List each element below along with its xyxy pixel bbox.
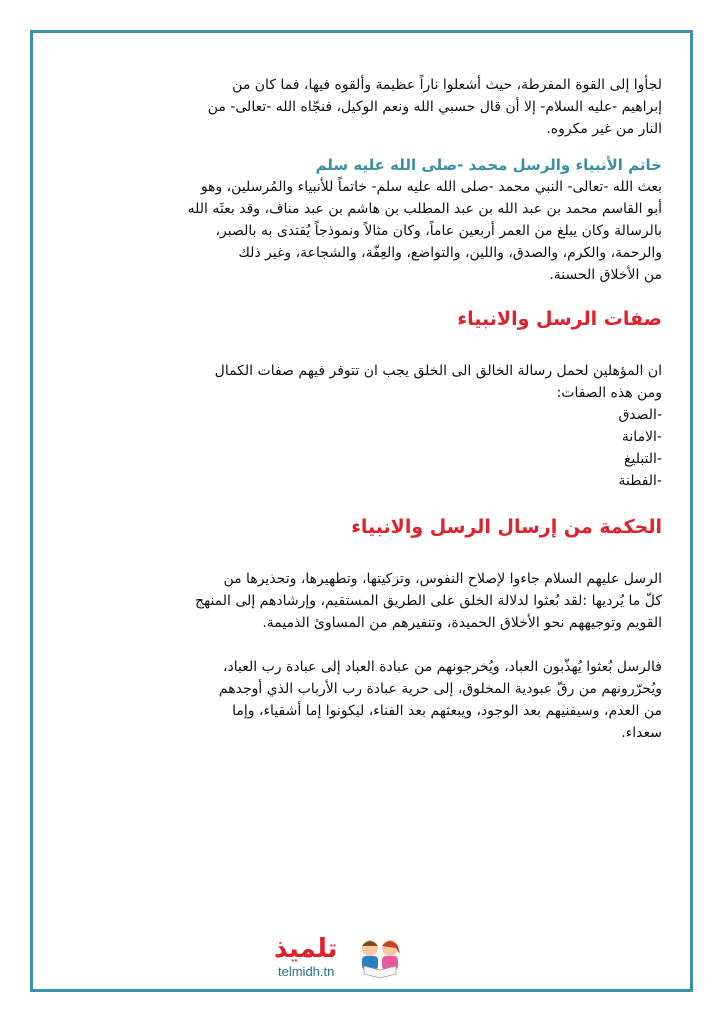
khatam-heading: خاتم الأنبياء والرسل محمد -صلى الله عليه سلم: [315, 156, 662, 174]
list-item: -الفطنة: [618, 473, 662, 489]
text-line: سعداء.: [621, 725, 662, 741]
sifat-title: صفات الرسل والانبياء: [457, 308, 662, 330]
list-item: -التبليغ: [624, 451, 662, 467]
list-item: -الصدق: [618, 407, 662, 423]
text-line: بعث الله -تعالى- النبي محمد -صلى الله عليه سلم- خاتماً للأنبياء والمُرسلين، وهو: [200, 179, 662, 195]
text-line: من العدم، وسيفنيهم بعد الوجود، ويبعثهم بعد الفناء، ليكونوا إما أشقياء، وإما: [232, 703, 662, 719]
text-line: كلّ ما يُرديها :لقد بُعثوا لدلالة الخلق على الطريق المستقيم، وإرشادهم إلى المنهج: [194, 593, 662, 609]
khatam-paragraph: [50, 176, 662, 286]
text-line: ومن هذه الصفات:: [556, 385, 662, 401]
hikma-paragraph-1: [50, 568, 662, 634]
hikma-paragraph-2: [50, 656, 662, 744]
list-item: -الامانة: [621, 429, 662, 445]
text-line: والرحمة، والكرم، والصدق، واللين، والتواضع، والعِفّة، والشجاعة، وغير ذلك: [238, 245, 662, 261]
sifat-paragraph: [50, 360, 662, 492]
text-line: لجأوا إلى القوة المفرطة، حيث أشعلوا ناراً عظيمة وألقوه فيها، فما كان من: [232, 77, 662, 93]
kids-reading-icon: [356, 936, 404, 980]
text-line: من الأخلاق الحسنة.: [549, 267, 662, 283]
sifat-list: [50, 404, 662, 492]
text-line: النار من غير مكروه.: [546, 121, 662, 137]
document-body: [50, 74, 662, 744]
telmidh-logo: [274, 934, 414, 986]
logo-arabic-text: تلميذ: [274, 934, 338, 964]
text-line: الرسل عليهم السلام جاءوا لإصلاح النفوس، وتزكيتها، وتطهيرها، وتحذيرها من: [223, 571, 662, 587]
intro-paragraph: [50, 74, 662, 140]
text-line: فالرسل بُعثوا يُهذّبون العباد، ويُخرجونهم من عبادة العباد إلى عبادة رب العباد،: [223, 659, 662, 675]
text-line: ويُحرّرونهم من رقّ عبودية المخلوق، إلى حرية عبادة رب الأرباب الذي أوجدهم: [218, 681, 662, 697]
text-line: إبراهيم -عليه السلام- إلا أن قال حسبي الله ونعم الوكيل، فنجّاه الله -تعالى- من: [207, 99, 662, 115]
logo-latin-text: telmidh.tn: [278, 964, 335, 979]
text-line: ان المؤهلين لحمل رسالة الخالق الى الخلق يجب ان تتوفر فيهم صفات الكمال: [214, 363, 662, 379]
text-line: القويم وتوجيههم نحو الأخلاق الحميدة، وتنفيرهم من المساوئ الذميمة.: [262, 615, 662, 631]
text-line: بالرسالة وكان يبلغ من العمر أربعين عاماً، وكان مثالاً ونموذجاً يُقتدى به بالصبر،: [215, 223, 662, 239]
text-line: أبو القاسم محمد بن عبد الله بن عبد المطلب بن هاشم بن عبد مناف، وقد بعثَه الله: [187, 201, 662, 217]
hikma-title: الحكمة من إرسال الرسل والانبياء: [351, 516, 662, 538]
